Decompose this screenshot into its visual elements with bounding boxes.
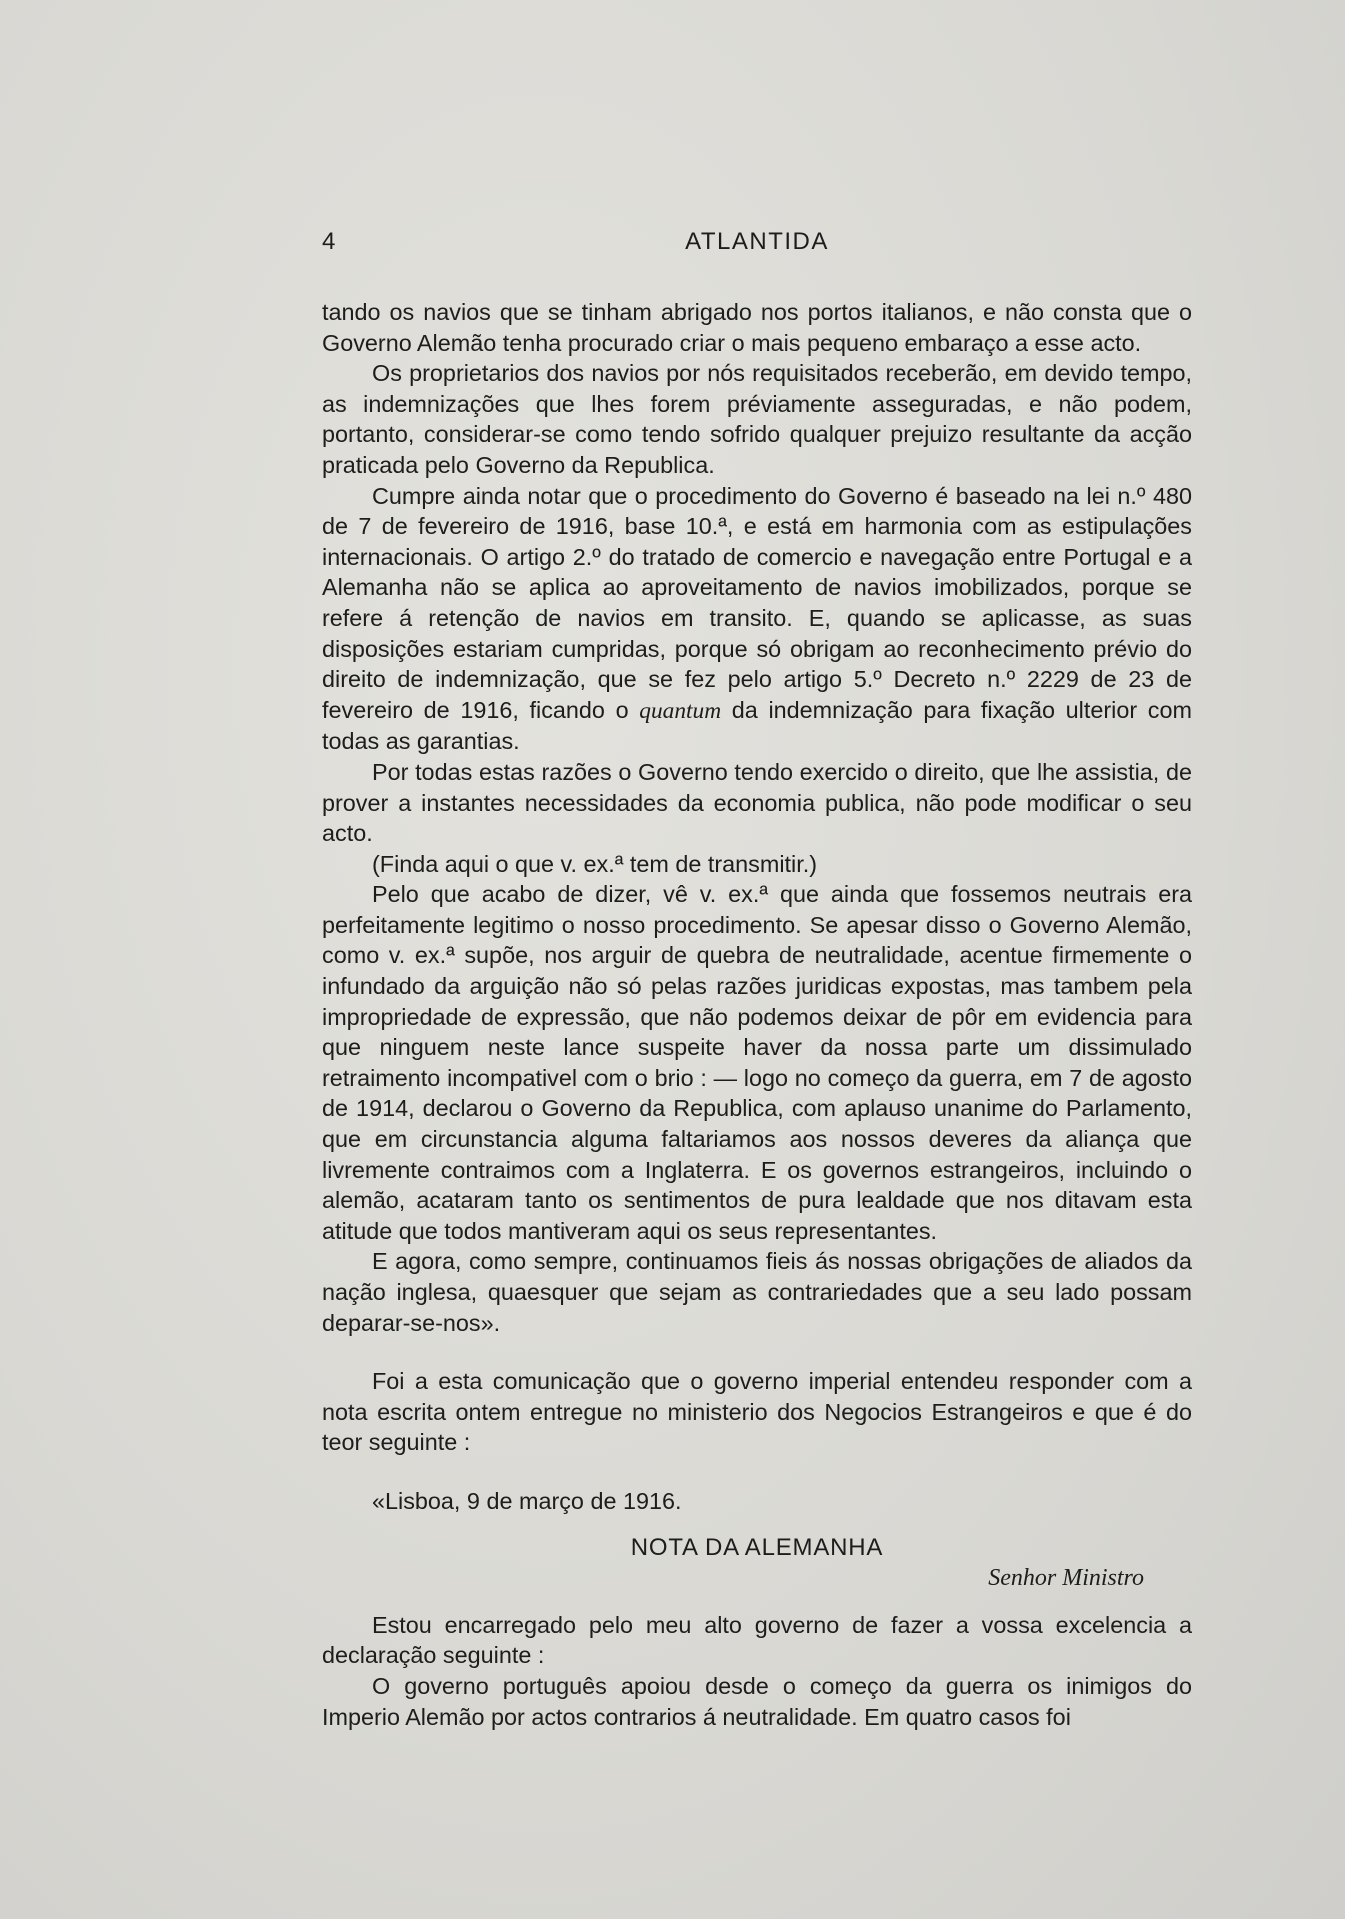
salutation: Senhor Ministro	[988, 1565, 1144, 1592]
section-heading: NOTA DA ALEMANHA	[630, 1533, 884, 1561]
paragraph-text: Cumpre ainda notar que o procedimento do Governo é baseado na lei n.º 480 de 7 de fevereiro de 1916, base 10.ª, e está em harmonia com as estipulações internacionais. O artigo 2.º do tratado de comercio e navegação entre Portugal e a Alemanha não se aplica ao aproveitamento de navios imobilizados, porque se refere á retenção de navios em transito. E, quando se aplicasse, as suas disposições estariam cumpridas, porque só obrigam ao reconhecimento prévio do direito de indemnização, que se fez pelo artigo 5.º Decreto n.º 2229 de 23 de fevereiro de 1916, ficando o	[322, 482, 1192, 723]
page-number: 4	[322, 228, 336, 255]
italic-term: quantum	[639, 697, 722, 724]
paragraph-text: da indemnização para fixação ulterior com todas as garantias.	[322, 696, 1192, 755]
spacer	[322, 1338, 1192, 1366]
paragraph: Estou encarregado pelo meu alto governo de fazer a vossa excelencia a declaração seguinte :	[322, 1611, 1192, 1669]
spacer	[322, 1517, 1192, 1533]
paragraph: Os proprietarios dos navios por nós requisitados receberão, em devido tempo, as indemnizações que lhes forem préviamente asseguradas, e não podem, portanto, considerar-se como tendo sofrido qualquer prejuizo resultante da acção praticada pelo Governo da Republica.	[322, 360, 1192, 478]
paragraph: (Finda aqui o que v. ex.ª tem de transmitir.)	[372, 850, 818, 877]
body-text	[322, 297, 1192, 1732]
paragraph: Por todas estas razões o Governo tendo exercido o direito, que lhe assistia, de prover a instantes necessidades da economia publica, não pode modificar o seu acto.	[322, 758, 1192, 847]
paragraph	[322, 481, 1192, 757]
running-title: ATLANTIDA	[685, 228, 829, 255]
spacer	[322, 1594, 1192, 1610]
dateline: «Lisboa, 9 de março de 1916.	[372, 1487, 682, 1514]
page-header	[322, 228, 1192, 268]
paragraph: E agora, como sempre, continuamos fieis ás nossas obrigações de aliados da nação inglesa, quaesquer que sejam as contrariedades que a seu lado possam deparar-se-nos».	[322, 1248, 1192, 1336]
paragraph: Pelo que acabo de dizer, vê v. ex.ª que ainda que fossemos neutrais era perfeitamente legitimo o nosso procedimento. Se apesar disso o Governo Alemão, como v. ex.ª supõe, nos arguir de quebra de neutralidade, acentue firmemente o infundado da arguição não só pelas razões juridicas expostas, mas tambem pela impropriedade de expressão, que não podemos deixar de pôr em evidencia para que ninguem neste lance suspeite haver da nossa parte um dissimulado retraimento incompativel com o brio : — logo no começo da guerra, em 7 de agosto de 1914, declarou o Governo da Republica, com aplauso unanime do Parlamento, que em circunstancia alguma faltariamos aos nossos deveres da aliança que livremente contraimos com a Inglaterra. E os governos estrangeiros, incluindo o alemão, acataram tanto os sentimentos de pura lealdade que nos ditavam esta atitude que todos mantiveram aqui os seus representantes.	[322, 881, 1192, 1244]
spacer	[322, 1458, 1192, 1486]
paragraph: O governo português apoiou desde o começo da guerra os inimigos do Imperio Alemão por actos contrarios á neutralidade. Em quatro casos foi	[322, 1672, 1192, 1730]
paragraph: tando os navios que se tinham abrigado nos portos italianos, e não consta que o Governo Alemão tenha procurado criar o mais pequeno embaraço a esse acto.	[322, 299, 1192, 356]
paragraph: Foi a esta comunicação que o governo imperial entendeu responder com a nota escrita ontem entregue no ministerio dos Negocios Estrangeiros e que é do teor seguinte :	[322, 1368, 1192, 1456]
